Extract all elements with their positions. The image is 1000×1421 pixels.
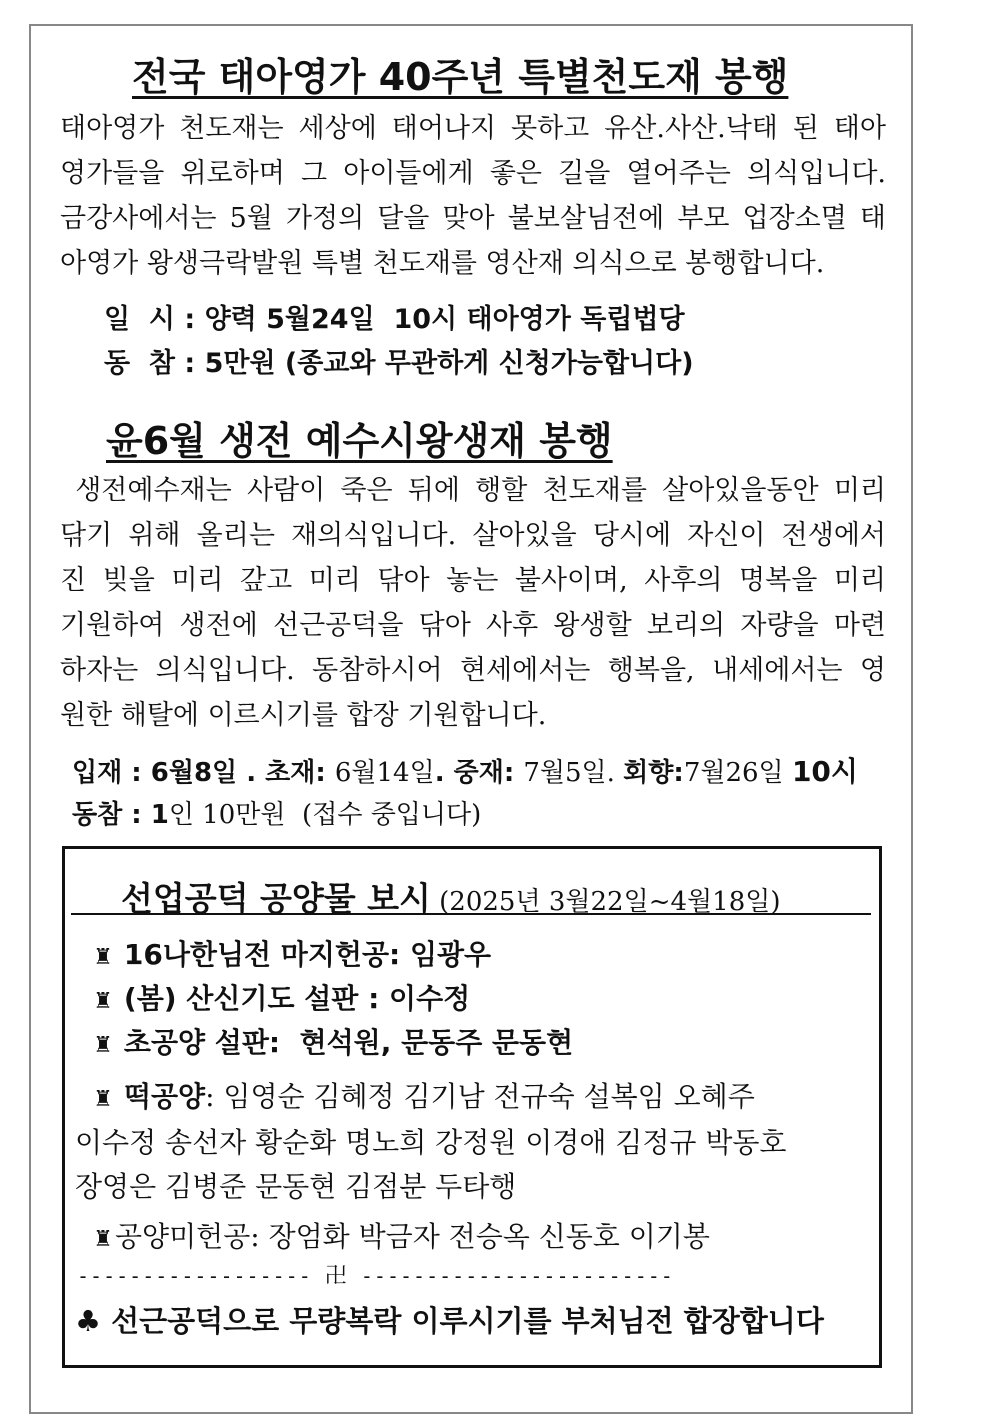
section1-line: 아영가 왕생극락발원 특별 천도재를 영산재 의식으로 봉행합니다. — [60, 248, 825, 279]
section2-fee-line — [72, 794, 481, 831]
date-info — [104, 297, 685, 336]
section2-paragraph — [60, 468, 886, 738]
schedule-value: 6월14일 — [334, 758, 435, 788]
offering-date: (2025년 3월22일~4월18일) — [430, 887, 781, 917]
section2-line: 원한 해탈에 이르시기를 합장 기원합니다. — [60, 700, 547, 731]
fee-label: 동 참 : — [104, 348, 196, 379]
offering-item-label: 16나한님전 마지헌공 — [123, 938, 390, 971]
title-underline — [71, 913, 871, 915]
schedule-label: 초재: — [265, 758, 335, 788]
offering-item — [91, 1215, 710, 1255]
closing-text: 선근공덕으로 무량복락 이루시기를 부처님전 합장합니다 — [111, 1304, 824, 1338]
offering-names: 장영은 김병준 문동현 김점분 두타행 — [75, 1170, 517, 1203]
offering-item-label: (봄) 산신기도 설판 : 이수정 — [123, 982, 471, 1015]
section2-line: 닦기 위해 올리는 재의식입니다. 살아있을 당시에 자신이 전생에서 — [60, 520, 886, 551]
manji-symbol: 卍 — [324, 1264, 348, 1289]
schedule-value: 6월8일 . — [150, 758, 266, 788]
offering-item-label: 초공양 설판: 현석원, 문동주 문동현 — [123, 1026, 574, 1059]
offering-box — [62, 846, 882, 1368]
divider — [77, 1259, 674, 1290]
date-value: 양력 5월24일 10시 태아영가 독립법당 — [204, 304, 685, 335]
divider-dashes: ------------------------ — [360, 1264, 674, 1288]
fee-value: 5만원 (종교와 무관하게 신청가능합니다) — [204, 348, 694, 379]
section2-fee-label: 동참 : — [72, 800, 151, 830]
fee-info — [104, 341, 694, 380]
section1-paragraph — [60, 106, 886, 286]
schedule-value: 7월5일. — [523, 758, 624, 788]
schedule-value: 7월26일 — [683, 758, 792, 788]
section1-line: 금강사에서는 5월 가정의 달을 맞아 불보살님전에 부모 업장소멸 태 — [60, 203, 886, 234]
offering-names: 이수정 송선자 황순화 명노희 강정원 이경애 김정규 박동호 — [75, 1126, 787, 1159]
schedule-label: 입재 : — [72, 758, 151, 788]
offering-item-value: : 임광우 — [389, 938, 492, 971]
offering-item — [91, 1021, 573, 1061]
offering-title-text: 선업공덕 공양물 보시 — [121, 879, 431, 918]
section1-line: 영가들을 위로하며 그 아이들에게 좋은 길을 열어주는 의식입니다. — [60, 158, 886, 189]
rook-icon: ♜ — [93, 989, 113, 1014]
section2-fee-value: 인 10만원 (접수 중입니다) — [168, 800, 482, 830]
rook-icon: ♜ — [93, 945, 113, 970]
section2-line: 기원하여 생전에 선근공덕을 닦아 사후 왕생할 보리의 자량을 마련 — [60, 610, 886, 641]
section2-line: 생전예수재는 사람이 죽은 뒤에 행할 천도재를 살아있을동안 미리 — [60, 475, 886, 506]
section1-title: 전국 태아영가 40주년 특별천도재 봉행 — [132, 55, 789, 99]
date-label: 일 시 : — [104, 304, 196, 335]
closing-line — [75, 1299, 824, 1340]
offering-item-value: : 임영순 김혜정 김기남 전규숙 설복임 오혜주 — [205, 1080, 755, 1113]
offering-item-label: 떡공양 — [123, 1080, 206, 1113]
rook-icon: ♜ — [93, 1087, 113, 1112]
divider-dashes: ------------------ — [77, 1264, 312, 1288]
schedule-line — [72, 750, 858, 790]
offering-item — [91, 933, 491, 973]
section2-title: 윤6월 생전 예수시왕생재 봉행 — [106, 419, 613, 463]
section2-fee-number: 1 — [150, 800, 169, 830]
rook-icon: ♜ — [93, 1033, 113, 1058]
offering-item-value: 공양미헌공: 장엄화 박금자 전승옥 신동호 이기봉 — [115, 1220, 710, 1253]
schedule-time: 10시 — [791, 755, 858, 788]
section2-line: 진 빚을 미리 갚고 미리 닦아 놓는 불사이며, 사후의 명복을 미리 — [60, 565, 886, 596]
schedule-label: . 중재: — [434, 758, 524, 788]
offering-item — [91, 977, 470, 1017]
club-icon: ♣ — [75, 1304, 101, 1338]
section2-line: 하자는 의식입니다. 동참하시어 현세에서는 행복을, 내세에서는 영 — [60, 655, 886, 686]
rook-icon: ♜ — [93, 1227, 113, 1252]
section1-line: 태아영가 천도재는 세상에 태어나지 못하고 유산.사산.낙태 된 태아 — [60, 113, 886, 144]
offering-item — [91, 1075, 755, 1115]
schedule-label: 회향: — [623, 758, 684, 788]
